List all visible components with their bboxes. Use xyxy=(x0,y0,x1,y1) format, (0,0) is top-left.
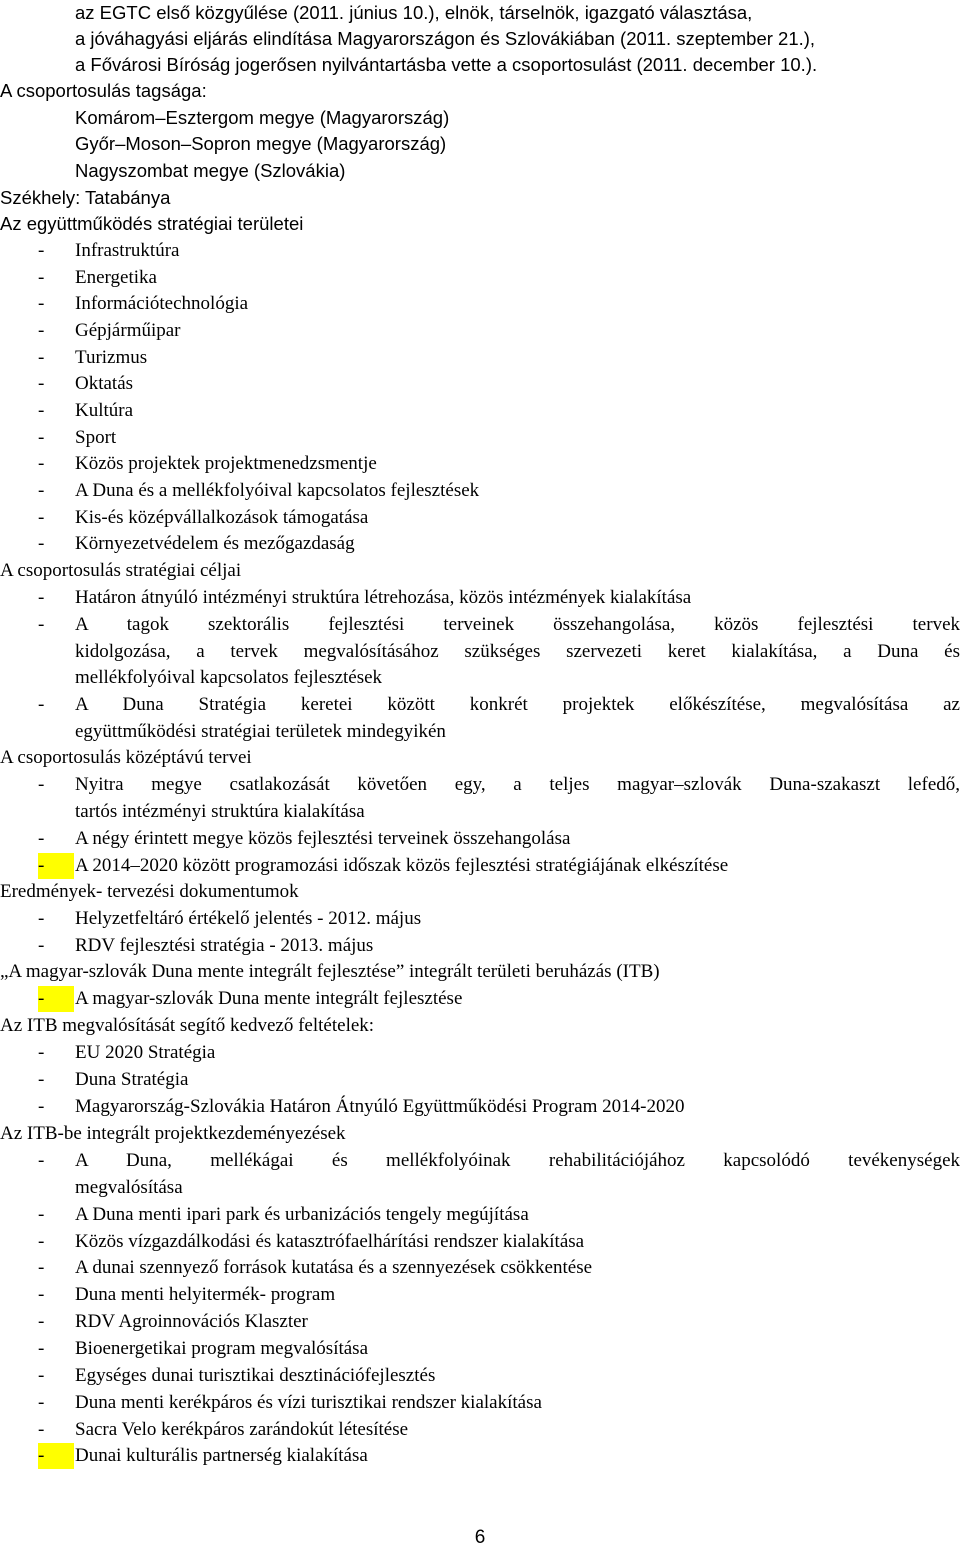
area-text: Közös projektek projektmenedzsmentje xyxy=(75,453,377,474)
plan-item xyxy=(0,826,960,852)
bullet: - xyxy=(38,1365,45,1386)
initiative-item xyxy=(0,1309,960,1335)
membership-heading: A csoportosulás tagsága: xyxy=(0,80,207,101)
bullet: - xyxy=(38,1338,45,1359)
itb-heading: „A magyar-szlovák Duna mente integrált fejlesztése” integrált területi beruházás (ITB) xyxy=(0,961,660,982)
area-item xyxy=(0,318,960,344)
area-item xyxy=(0,398,960,424)
result-text: RDV fejlesztési stratégia - 2013. május xyxy=(75,935,374,956)
initiative-item xyxy=(0,1229,960,1255)
bullet: - xyxy=(38,347,45,368)
bullet: - xyxy=(38,453,45,474)
goal-text: A tagok szektorális fejlesztési terveinek összehangolása, közös fejlesztési tervek xyxy=(75,614,960,635)
result-item xyxy=(0,906,960,932)
initiative-item xyxy=(0,1417,960,1443)
areas-heading: Az együttműködés stratégiai területei xyxy=(0,213,304,234)
bullet: - xyxy=(38,533,45,554)
initiative-text: Egységes dunai turisztikai desztinációfejlesztés xyxy=(75,1365,436,1386)
initiative-item xyxy=(0,1443,960,1469)
midterm-heading: A csoportosulás középtávú tervei xyxy=(0,747,252,768)
initiative-text: Dunai kulturális partnerség kialakítása xyxy=(75,1445,368,1466)
initiative-text: A Duna, mellékágai és mellékfolyóinak rehabilitációjához kapcsolódó tevékenységek xyxy=(75,1150,960,1171)
initiative-item xyxy=(0,1202,960,1228)
initiative-text: Bioenergetikai program megvalósítása xyxy=(75,1338,369,1359)
area-item xyxy=(0,531,960,557)
condition-text: Duna Stratégia xyxy=(75,1069,189,1090)
area-text: Sport xyxy=(75,427,117,448)
goal-continuation xyxy=(0,639,960,665)
bullet: - xyxy=(38,427,45,448)
area-item xyxy=(0,425,960,451)
initiative-text: RDV Agroinnovációs Klaszter xyxy=(75,1311,308,1332)
initiative-text: A Duna menti ipari park és urbanizációs tengely megújítása xyxy=(75,1204,529,1225)
condition-item xyxy=(0,1067,960,1093)
initiative-text: Duna menti kerékpáros és vízi turisztikai rendszer kialakítása xyxy=(75,1392,542,1413)
initiative-text: Közös vízgazdálkodási és katasztrófaelhárítási rendszer kialakítása xyxy=(75,1231,585,1252)
member-item: Komárom–Esztergom megye (Magyarország) xyxy=(75,107,450,128)
bullet: - xyxy=(38,1204,45,1225)
bullet: - xyxy=(38,1096,45,1117)
bullet: - xyxy=(38,1419,45,1440)
area-item xyxy=(0,265,960,291)
bullet: - xyxy=(38,1311,45,1332)
area-text: Infrastruktúra xyxy=(75,240,180,261)
bullet: - xyxy=(38,267,45,288)
bullet: - xyxy=(38,1042,45,1063)
initiative-item xyxy=(0,1148,960,1174)
initiative-text: Sacra Velo kerékpáros zarándokút létesítése xyxy=(75,1419,409,1440)
area-text: Gépjárműipar xyxy=(75,320,181,341)
bullet: - xyxy=(38,1284,45,1305)
bullet: - xyxy=(38,935,45,956)
plan-item xyxy=(0,772,960,798)
bullet: - xyxy=(38,400,45,421)
area-item xyxy=(0,345,960,371)
initiative-text: A dunai szennyező források kutatása és a szennyezések csökkentése xyxy=(75,1257,593,1278)
seat-line: Székhely: Tatabánya xyxy=(0,187,171,208)
condition-item xyxy=(0,1040,960,1066)
area-text: Környezetvédelem és mezőgazdaság xyxy=(75,533,355,554)
bullet: - xyxy=(38,614,45,635)
plan-item xyxy=(0,853,960,879)
bullet: - xyxy=(38,694,45,715)
itb-text: A magyar-szlovák Duna mente integrált fejlesztése xyxy=(75,988,463,1009)
bullet: - xyxy=(38,587,45,608)
goal-text: Határon átnyúló intézményi struktúra létrehozása, közös intézmények kialakítása xyxy=(75,587,692,608)
initiative-item xyxy=(0,1363,960,1389)
bullet: - xyxy=(38,240,45,261)
result-item xyxy=(0,933,960,959)
intro-line-1: az EGTC első közgyűlése (2011. június 10.), elnök, társelnök, igazgató választása, xyxy=(75,2,753,23)
bullet: - xyxy=(38,908,45,929)
area-text: Kis-és középvállalkozások támogatása xyxy=(75,507,369,528)
goal-continuation: együttműködési stratégiai területek mindegyikén xyxy=(75,721,446,742)
bullet: - xyxy=(38,293,45,314)
plan-text: Nyitra megye csatlakozását követően egy, a teljes magyar–szlovák Duna-szakaszt lefedő, xyxy=(75,774,960,795)
area-text: Energetika xyxy=(75,267,157,288)
initiative-item xyxy=(0,1255,960,1281)
plan-text: A 2014–2020 között programozási időszak közös fejlesztési stratégiájának elkészítése xyxy=(75,855,729,876)
bullet: - xyxy=(38,774,45,795)
area-text: Kultúra xyxy=(75,400,134,421)
bullet: - xyxy=(38,1150,45,1171)
conditions-heading: Az ITB megvalósítását segítő kedvező feltételek: xyxy=(0,1015,375,1036)
page-number: 6 xyxy=(474,1527,486,1548)
bullet: - xyxy=(38,373,45,394)
intro-line-3: a Fővárosi Bíróság jogerősen nyilvántartásba vette a csoportosulást (2011. december 10.). xyxy=(75,54,818,75)
area-item xyxy=(0,505,960,531)
bullet: - xyxy=(38,320,45,341)
bullet: - xyxy=(38,828,45,849)
bullet-highlighted: - xyxy=(38,1443,74,1469)
goal-text: A Duna Stratégia keretei között konkrét projektek előkészítése, megvalósítása az xyxy=(75,694,960,715)
goal-continuation: mellékfolyóival kapcsolatos fejlesztések xyxy=(75,667,383,688)
condition-item xyxy=(0,1094,960,1120)
initiative-text: Duna menti helyitermék- program xyxy=(75,1284,336,1305)
bullet: - xyxy=(38,480,45,501)
intro-line-2: a jóváhagyási eljárás elindítása Magyarországon és Szlovákiában (2011. szeptember 21.), xyxy=(75,28,816,49)
bullet: - xyxy=(38,507,45,528)
condition-text: Magyarország-Szlovákia Határon Átnyúló Együttműködési Program 2014-2020 xyxy=(75,1096,685,1117)
area-text: Turizmus xyxy=(75,347,148,368)
result-text: Helyzetfeltáró értékelő jelentés - 2012. május xyxy=(75,908,422,929)
plan-continuation: tartós intézményi struktúra kialakítása xyxy=(75,801,365,822)
plan-text: A négy érintett megye közös fejlesztési terveinek összehangolása xyxy=(75,828,571,849)
area-item xyxy=(0,371,960,397)
area-text: A Duna és a mellékfolyóival kapcsolatos fejlesztések xyxy=(75,480,480,501)
area-item xyxy=(0,238,960,264)
area-text: Információtechnológia xyxy=(75,293,249,314)
bullet: - xyxy=(38,1231,45,1252)
area-text: Oktatás xyxy=(75,373,134,394)
initiative-item xyxy=(0,1282,960,1308)
initiative-item xyxy=(0,1390,960,1416)
initiative-item xyxy=(0,1336,960,1362)
area-item xyxy=(0,451,960,477)
member-item: Győr–Moson–Sopron megye (Magyarország) xyxy=(75,133,447,154)
initiatives-heading: Az ITB-be integrált projektkezdeményezések xyxy=(0,1123,346,1144)
goal-item xyxy=(0,692,960,718)
bullet: - xyxy=(38,1392,45,1413)
bullet: - xyxy=(38,1257,45,1278)
member-item: Nagyszombat megye (Szlovákia) xyxy=(75,160,346,181)
goals-heading: A csoportosulás stratégiai céljai xyxy=(0,560,242,581)
bullet-highlighted: - xyxy=(38,853,74,879)
itb-item xyxy=(0,986,960,1012)
results-heading: Eredmények- tervezési dokumentumok xyxy=(0,881,299,902)
bullet-highlighted: - xyxy=(38,986,74,1012)
goal-item xyxy=(0,612,960,638)
condition-text: EU 2020 Stratégia xyxy=(75,1042,216,1063)
area-item xyxy=(0,291,960,317)
bullet: - xyxy=(38,1069,45,1090)
goal-item xyxy=(0,585,960,611)
initiative-continuation: megvalósítása xyxy=(75,1177,183,1198)
goal-text: kidolgozása, a tervek megvalósításához szükséges szervezeti keret kialakítása, a Duna és xyxy=(75,641,960,662)
area-item xyxy=(0,478,960,504)
